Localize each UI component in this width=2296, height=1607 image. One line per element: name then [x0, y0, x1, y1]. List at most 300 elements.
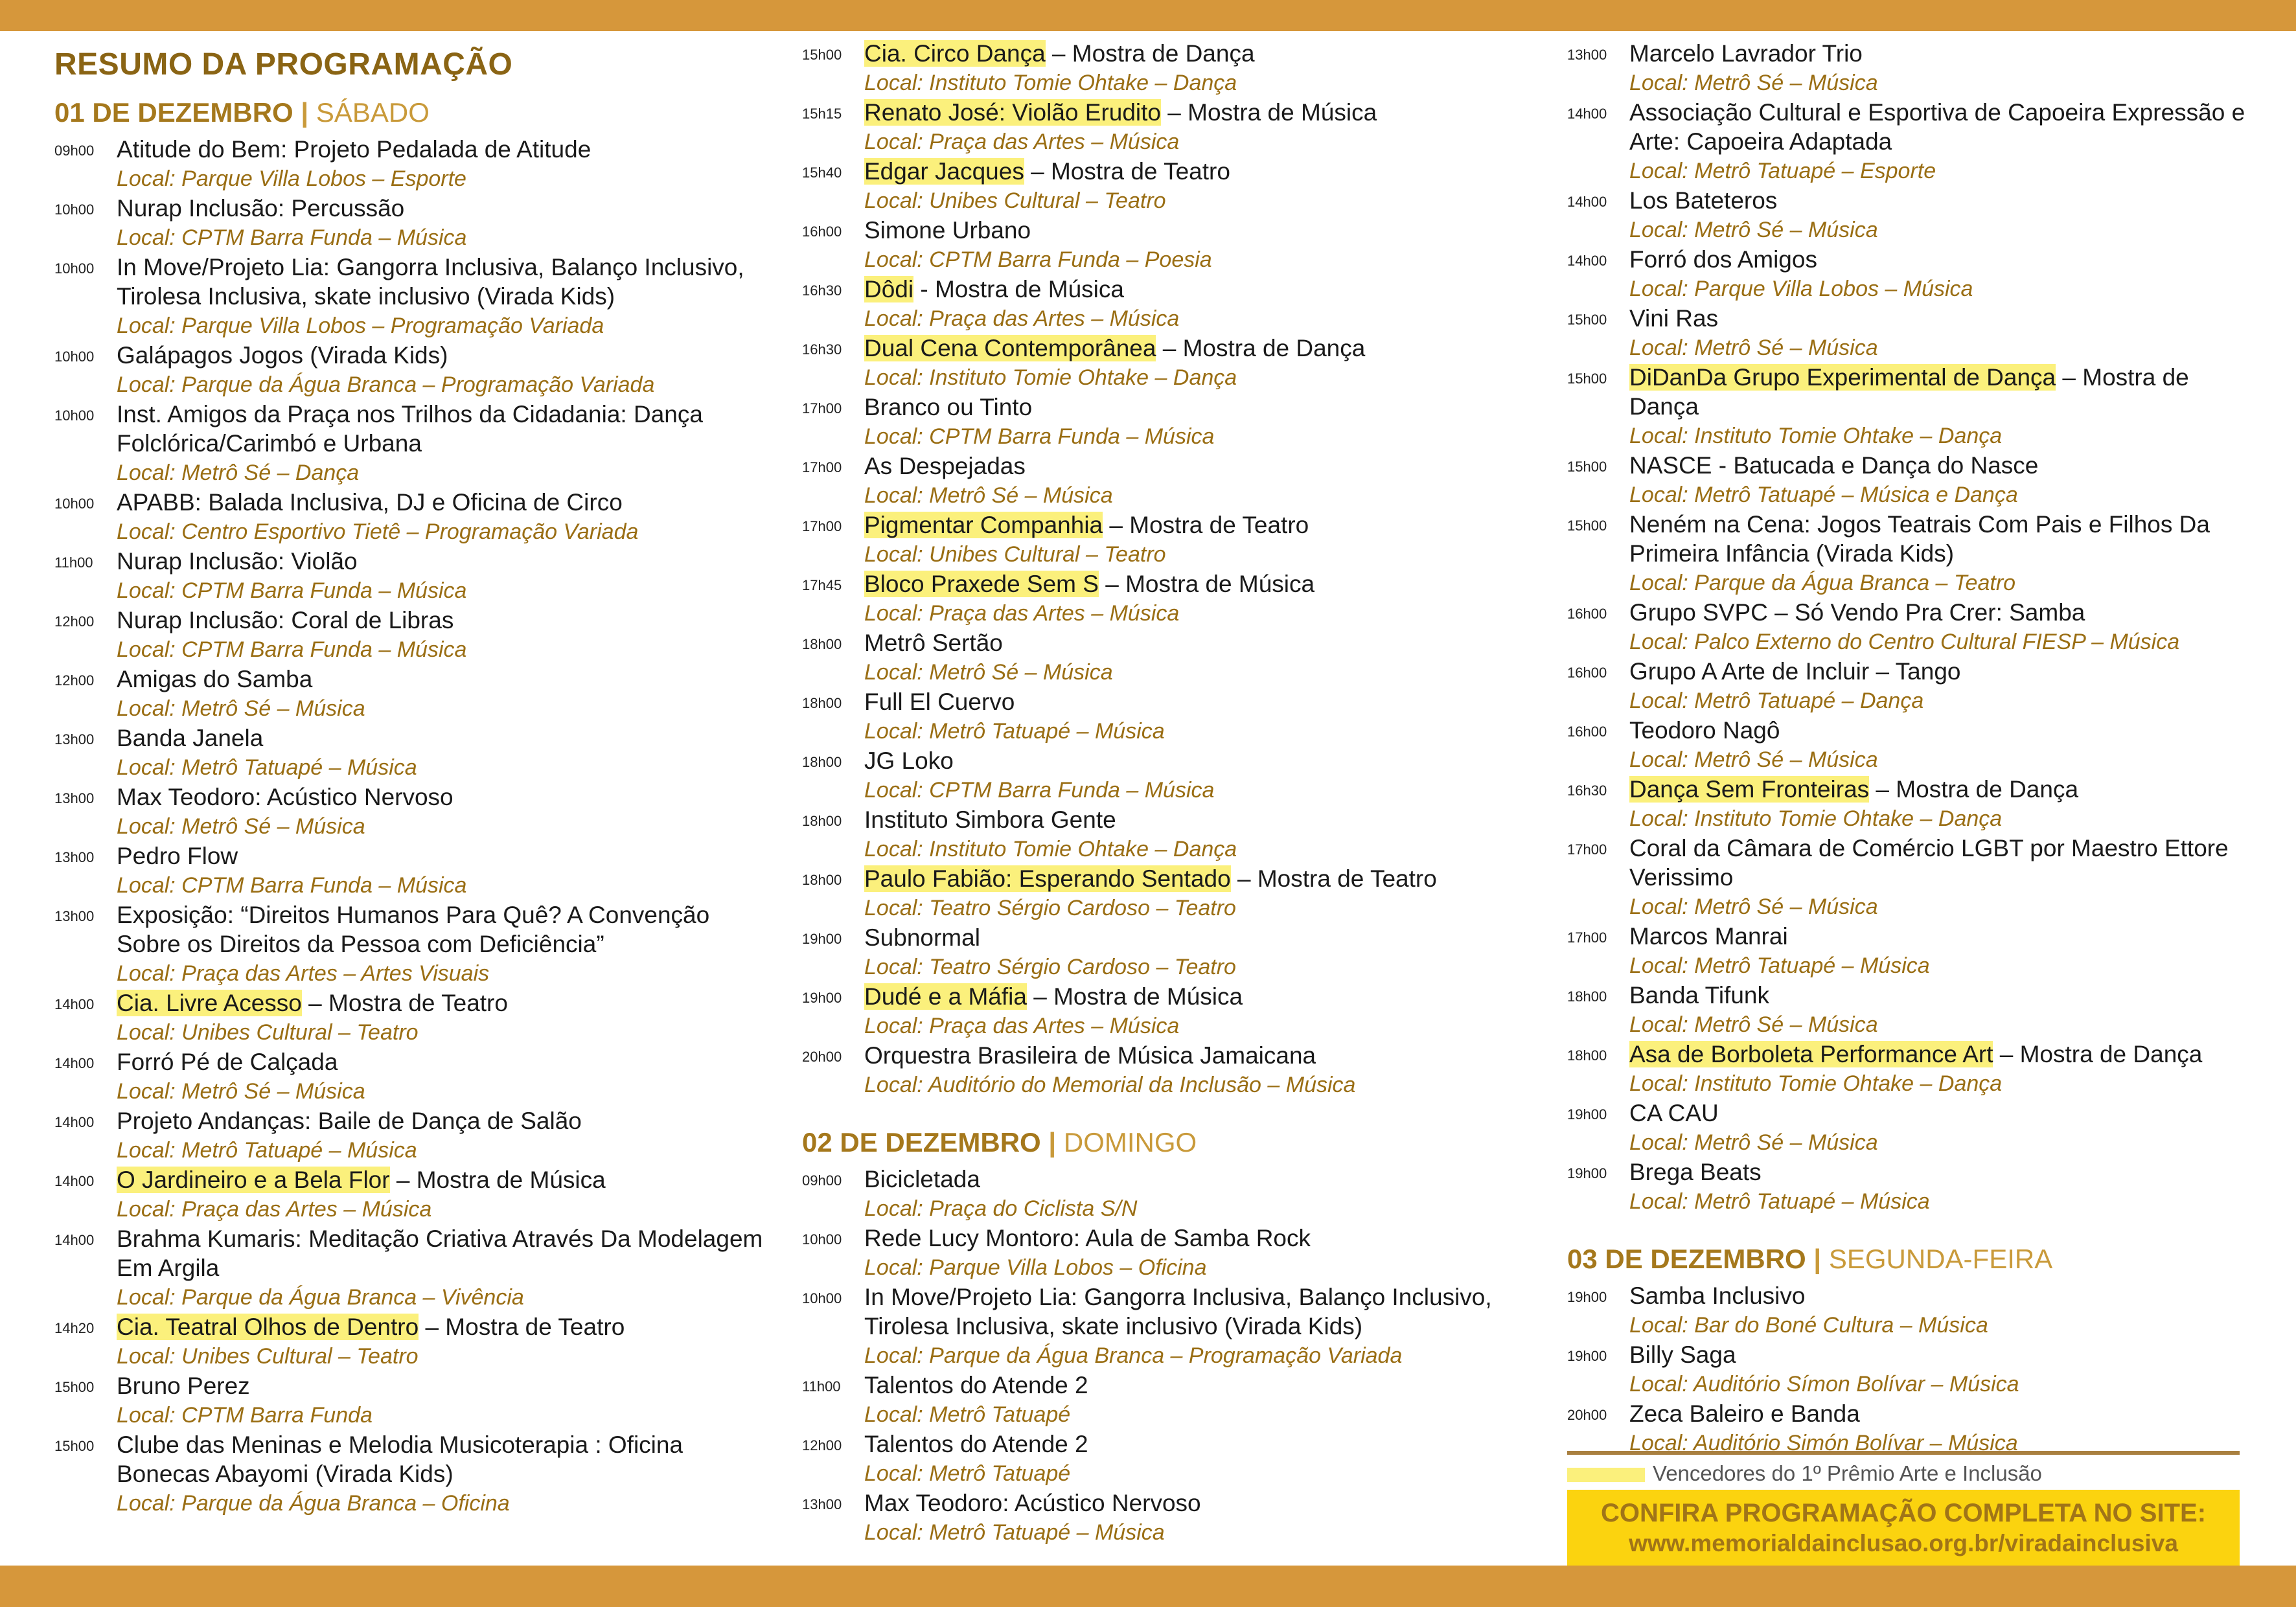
- award-winner-highlight: Dual Cena Contemporânea: [864, 335, 1156, 361]
- event-time: 16h30: [1567, 782, 1607, 799]
- event-title: [864, 746, 1534, 775]
- event-location: Local: Centro Esportivo Tietê – Programação Variada: [117, 519, 639, 544]
- award-winner-highlight: Dôdi: [864, 276, 914, 302]
- event-item: [802, 1165, 1534, 1224]
- event-title: [117, 1224, 767, 1282]
- event-time: 19h00: [1567, 1106, 1607, 1123]
- event-title: [864, 393, 1534, 422]
- event-location: Local: Unibes Cultural – Teatro: [117, 1344, 419, 1369]
- event-location: Local: Parque da Água Branca – Programação Variada: [864, 1343, 1403, 1368]
- event-title: [864, 275, 1534, 304]
- column-1: [54, 39, 767, 1518]
- event-title: [1629, 716, 2254, 745]
- event-item: [54, 400, 767, 488]
- event-location: Local: CPTM Barra Funda – Música: [117, 637, 467, 662]
- event-time: 10h00: [802, 1290, 842, 1306]
- event-item: [802, 805, 1534, 864]
- event-name: - Mostra de Música: [913, 276, 1124, 302]
- event-item: [54, 194, 767, 253]
- event-title: [117, 606, 767, 635]
- event-name: – Mostra de Dança: [1045, 40, 1255, 67]
- event-name: Samba Inclusivo: [1629, 1282, 1806, 1309]
- award-winner-highlight: O Jardineiro e a Bela Flor: [117, 1167, 390, 1193]
- event-title: [864, 805, 1534, 834]
- event-time: 18h00: [1567, 1047, 1607, 1064]
- day-weekday: DOMINGO: [1063, 1127, 1197, 1157]
- event-item: [802, 1488, 1534, 1547]
- award-winner-highlight: Pigmentar Companhia: [864, 512, 1103, 538]
- event-title: [1629, 1399, 2254, 1428]
- event-name: Forró Pé de Calçada: [117, 1049, 338, 1075]
- event-time: 17h00: [1567, 929, 1607, 946]
- event-item: [54, 900, 767, 988]
- event-location: Local: Metrô Sé – Música: [864, 483, 1113, 508]
- column-2: [802, 39, 1534, 1547]
- event-title: [117, 900, 767, 959]
- event-title: [864, 1041, 1534, 1070]
- column-2-list: [802, 39, 1534, 1547]
- event-item: [1567, 1157, 2254, 1216]
- event-title: [117, 782, 767, 812]
- event-item: [1567, 657, 2254, 716]
- event-location: Local: Bar do Boné Cultura – Música: [1629, 1313, 1988, 1338]
- event-title: [1629, 245, 2254, 274]
- event-location: Local: Unibes Cultural – Teatro: [864, 188, 1166, 213]
- event-name: JG Loko: [864, 747, 954, 774]
- event-time: 10h00: [54, 407, 95, 424]
- event-location: Local: Auditório do Memorial da Inclusão – Música: [864, 1073, 1356, 1097]
- event-title: [864, 157, 1534, 186]
- event-name: Nurap Inclusão: Coral de Libras: [117, 607, 454, 633]
- event-name: – Mostra de Dança: [1869, 776, 2079, 803]
- event-title: [864, 864, 1534, 893]
- event-item: [54, 1371, 767, 1430]
- bottom-band: [0, 1566, 2296, 1607]
- event-name: Clube das Meninas e Melodia Musicoterapia : Oficina Bonecas Abayomi (Virada Kids): [117, 1431, 683, 1487]
- event-time: 13h00: [54, 849, 95, 865]
- event-item: [54, 547, 767, 606]
- event-item: [802, 1430, 1534, 1488]
- event-time: 15h40: [802, 165, 842, 181]
- event-time: 12h00: [54, 672, 95, 689]
- event-name: – Mostra de Teatro: [1103, 512, 1309, 538]
- event-location: Local: Metrô Sé – Música: [1629, 1130, 1878, 1155]
- event-name: Brega Beats: [1629, 1159, 1762, 1185]
- event-title: [117, 1312, 767, 1341]
- event-time: 19h00: [802, 931, 842, 947]
- event-title: [864, 334, 1534, 363]
- event-name: – Mostra de Teatro: [1230, 865, 1437, 892]
- event-title: [864, 98, 1534, 127]
- event-title: [1629, 510, 2254, 568]
- event-time: 18h00: [1567, 988, 1607, 1005]
- event-name: – Mostra de Teatro: [1024, 158, 1230, 185]
- event-time: 18h00: [802, 813, 842, 829]
- event-location: Local: Praça das Artes – Artes Visuais: [117, 961, 490, 986]
- event-name: Neném na Cena: Jogos Teatrais Com Pais e Filhos Da Primeira Infância (Virada Kids): [1629, 511, 2210, 567]
- event-name: Simone Urbano: [864, 217, 1031, 244]
- event-time: 20h00: [1567, 1407, 1607, 1423]
- event-title: [864, 1165, 1534, 1194]
- event-name: Orquestra Brasileira de Música Jamaicana: [864, 1042, 1316, 1069]
- event-item: [54, 1165, 767, 1224]
- event-name: – Mostra de Dança: [1629, 364, 2189, 420]
- event-name: Nurap Inclusão: Percussão: [117, 195, 405, 222]
- event-name: Marcos Manrai: [1629, 923, 1788, 950]
- event-title: [117, 1047, 767, 1077]
- event-location: Local: Instituto Tomie Ohtake – Dança: [864, 837, 1237, 861]
- event-location: Local: CPTM Barra Funda – Música: [117, 578, 467, 603]
- event-name: Max Teodoro: Acústico Nervoso: [864, 1490, 1201, 1516]
- event-time: 16h30: [802, 282, 842, 299]
- event-item: [54, 253, 767, 341]
- event-title: [117, 665, 767, 694]
- event-location: Local: Instituto Tomie Ohtake – Dança: [864, 365, 1237, 390]
- event-item: [54, 135, 767, 194]
- event-time: 16h00: [1567, 606, 1607, 622]
- event-name: Max Teodoro: Acústico Nervoso: [117, 784, 453, 810]
- event-time: 15h00: [1567, 518, 1607, 534]
- day-heading: [54, 91, 767, 135]
- event-title: [864, 569, 1534, 598]
- event-name: Associação Cultural e Esportiva de Capoeira Expressão e Arte: Capoeira Adaptada: [1629, 99, 2245, 155]
- event-name: – Mostra de Música: [1161, 99, 1377, 126]
- event-location: Local: Metrô Tatuapé: [864, 1461, 1071, 1486]
- event-time: 11h00: [54, 554, 93, 571]
- event-time: 10h00: [54, 260, 95, 277]
- event-time: 15h00: [1567, 370, 1607, 387]
- event-location: Local: Parque da Água Branca – Oficina: [117, 1491, 510, 1516]
- event-title: [117, 988, 767, 1018]
- event-item: [802, 1371, 1534, 1430]
- event-location: Local: Parque Villa Lobos – Programação Variada: [117, 313, 604, 338]
- event-location: Local: CPTM Barra Funda – Música: [864, 424, 1215, 449]
- event-time: 19h00: [802, 990, 842, 1006]
- event-location: Local: Metrô Sé – Música: [1629, 71, 1878, 95]
- event-title: [1629, 834, 2254, 892]
- event-item: [802, 1224, 1534, 1282]
- event-time: 12h00: [802, 1437, 842, 1453]
- event-location: Local: Metrô Sé – Música: [1629, 218, 1878, 242]
- event-location: Local: Praça das Artes – Música: [864, 601, 1180, 626]
- event-time: 15h00: [54, 1379, 95, 1395]
- event-time: 14h00: [54, 1055, 95, 1071]
- day-weekday: SÁBADO: [316, 97, 430, 128]
- event-title: [864, 1282, 1534, 1341]
- event-item: [1567, 245, 2254, 304]
- event-name: – Mostra de Teatro: [301, 990, 508, 1016]
- event-location: Local: CPTM Barra Funda – Música: [864, 778, 1215, 803]
- event-title: [864, 1371, 1534, 1400]
- event-time: 14h00: [54, 1114, 95, 1130]
- event-location: Local: Metrô Sé – Música: [864, 660, 1113, 685]
- event-item: [1567, 39, 2254, 98]
- event-location: Local: Metrô Sé – Música: [1629, 895, 1878, 919]
- event-location: Local: Metrô Tatuapé – Música: [1629, 953, 1930, 978]
- event-name: As Despejadas: [864, 453, 1026, 479]
- event-location: Local: Metrô Tatuapé – Música: [864, 719, 1165, 744]
- top-band: [0, 0, 2296, 31]
- event-time: 13h00: [54, 908, 95, 924]
- day-separator: |: [1813, 1244, 1822, 1274]
- event-item: [802, 98, 1534, 157]
- event-item: [802, 216, 1534, 275]
- award-winner-highlight: DiDanDa Grupo Experimental de Dança: [1629, 364, 2056, 391]
- event-name: – Mostra de Teatro: [419, 1314, 625, 1340]
- event-time: 12h00: [54, 613, 95, 630]
- event-title: [1629, 1040, 2254, 1069]
- event-title: [864, 451, 1534, 481]
- day-date: 03 DE DEZEMBRO: [1567, 1244, 1806, 1274]
- event-time: 18h00: [802, 695, 842, 711]
- event-name: Los Bateteros: [1629, 187, 1778, 214]
- event-name: – Mostra de Música: [1026, 983, 1243, 1010]
- event-name: Rede Lucy Montoro: Aula de Samba Rock: [864, 1225, 1311, 1251]
- event-time: 16h00: [1567, 724, 1607, 740]
- event-name: Inst. Amigos da Praça nos Trilhos da Cidadania: Dança Folclórica/Carimbó e Urbana: [117, 401, 703, 457]
- event-location: Local: Metrô Tatuapé – Música: [117, 755, 417, 780]
- event-item: [54, 1430, 767, 1518]
- event-title: [117, 724, 767, 753]
- event-location: Local: Parque da Água Branca – Teatro: [1629, 571, 2016, 595]
- event-name: NASCE - Batucada e Dança do Nasce: [1629, 452, 2039, 479]
- event-title: [117, 400, 767, 458]
- event-name: Metrô Sertão: [864, 630, 1003, 656]
- legend-swatch: [1567, 1468, 1645, 1482]
- day-heading: [1567, 1237, 2254, 1281]
- event-location: Local: Metrô Tatuapé – Dança: [1629, 689, 1924, 713]
- event-title: [864, 982, 1534, 1011]
- event-name: CA CAU: [1629, 1100, 1719, 1126]
- event-title: [864, 39, 1534, 68]
- event-time: 16h00: [802, 223, 842, 240]
- event-time: 10h00: [54, 201, 95, 218]
- event-location: Local: Metrô Sé – Música: [1629, 1012, 1878, 1037]
- event-location: Local: Unibes Cultural – Teatro: [117, 1020, 419, 1045]
- event-location: Local: Teatro Sérgio Cardoso – Teatro: [864, 896, 1236, 920]
- event-title: [1629, 1340, 2254, 1369]
- event-location: Local: Parque da Água Branca – Vivência: [117, 1285, 524, 1310]
- event-time: 18h00: [802, 636, 842, 652]
- event-item: [802, 923, 1534, 982]
- event-name: Talentos do Atende 2: [864, 1372, 1088, 1398]
- event-title: [1629, 598, 2254, 627]
- event-location: Local: Metrô Tatuapé – Música: [1629, 1189, 1930, 1214]
- event-title: [1629, 186, 2254, 215]
- event-item: [802, 569, 1534, 628]
- event-name: Subnormal: [864, 924, 980, 951]
- event-time: 13h00: [802, 1496, 842, 1512]
- event-location: Local: Instituto Tomie Ohtake – Dança: [1629, 424, 2003, 448]
- event-name: Forró dos Amigos: [1629, 246, 1817, 273]
- event-name: Grupo SVPC – Só Vendo Pra Crer: Samba: [1629, 599, 2085, 626]
- event-title: [1629, 775, 2254, 804]
- event-name: Nurap Inclusão: Violão: [117, 548, 358, 575]
- event-location: Local: Metrô Tatuapé: [864, 1402, 1071, 1427]
- event-location: Local: CPTM Barra Funda – Música: [117, 225, 467, 250]
- event-title: [1629, 451, 2254, 480]
- event-title: [117, 1430, 767, 1488]
- award-winner-highlight: Edgar Jacques: [864, 158, 1024, 185]
- event-location: Local: Teatro Sérgio Cardoso – Teatro: [864, 955, 1236, 979]
- event-item: [54, 1047, 767, 1106]
- day-separator: |: [1048, 1127, 1057, 1157]
- event-time: 14h00: [54, 1173, 95, 1189]
- event-name: Full El Cuervo: [864, 689, 1015, 715]
- event-location: Local: Praça do Ciclista S/N: [864, 1196, 1138, 1221]
- event-item: [1567, 451, 2254, 510]
- event-item: [1567, 775, 2254, 834]
- event-location: Local: Metrô Tatuapé – Música: [864, 1520, 1165, 1545]
- event-title: [1629, 39, 2254, 68]
- event-item: [54, 341, 767, 400]
- event-location: Local: Instituto Tomie Ohtake – Dança: [864, 71, 1237, 95]
- event-name: – Mostra de Música: [1098, 571, 1315, 597]
- event-item: [802, 157, 1534, 216]
- event-time: 18h00: [802, 872, 842, 888]
- event-name: Vini Ras: [1629, 305, 1719, 332]
- event-title: [864, 510, 1534, 540]
- event-time: 17h00: [1567, 841, 1607, 858]
- event-name: APABB: Balada Inclusiva, DJ e Oficina de Circo: [117, 489, 623, 516]
- event-time: 17h00: [802, 518, 842, 534]
- event-title: [1629, 1281, 2254, 1310]
- event-name: Projeto Andanças: Baile de Dança de Salão: [117, 1108, 582, 1134]
- event-location: Local: Parque Villa Lobos – Música: [1629, 277, 1973, 301]
- day-heading: [802, 1121, 1534, 1165]
- event-item: [1567, 1281, 2254, 1340]
- event-location: Local: Palco Externo do Centro Cultural FIESP – Música: [1629, 630, 2180, 654]
- event-time: 13h00: [54, 790, 95, 806]
- event-item: [1567, 922, 2254, 981]
- event-title: [117, 253, 767, 311]
- event-title: [1629, 304, 2254, 333]
- cta-url[interactable]: www.memorialdainclusao.org.br/viradainclusiva: [1629, 1530, 2178, 1556]
- legend: [1567, 1451, 2240, 1486]
- event-time: 15h00: [54, 1438, 95, 1454]
- event-time: 09h00: [802, 1172, 842, 1189]
- event-item: [54, 606, 767, 665]
- event-location: Local: Parque Villa Lobos – Oficina: [864, 1255, 1207, 1280]
- event-time: 19h00: [1567, 1289, 1607, 1305]
- event-name: Zeca Baleiro e Banda: [1629, 1400, 1860, 1427]
- event-item: [1567, 834, 2254, 922]
- event-item: [802, 393, 1534, 451]
- event-item: [802, 687, 1534, 746]
- event-item: [802, 746, 1534, 805]
- event-name: Coral da Câmara de Comércio LGBT por Maestro Ettore Verissimo: [1629, 835, 2229, 891]
- event-time: 13h00: [1567, 47, 1607, 63]
- event-item: [802, 982, 1534, 1041]
- event-time: 17h00: [802, 400, 842, 416]
- event-name: Galápagos Jogos (Virada Kids): [117, 342, 448, 369]
- page-title: RESUMO DA PROGRAMAÇÃO: [54, 47, 513, 82]
- event-title: [864, 628, 1534, 657]
- event-item: [802, 1282, 1534, 1371]
- event-item: [54, 1312, 767, 1371]
- event-item: [54, 665, 767, 724]
- event-name: – Mostra de Dança: [1993, 1041, 2203, 1067]
- event-name: Grupo A Arte de Incluir – Tango: [1629, 658, 1961, 685]
- event-item: [802, 510, 1534, 569]
- award-winner-highlight: Cia. Circo Dança: [864, 40, 1046, 67]
- event-item: [1567, 1040, 2254, 1099]
- event-name: Amigas do Samba: [117, 666, 313, 692]
- event-name: Exposição: “Direitos Humanos Para Quê? A Convenção Sobre os Direitos da Pessoa com Deficiência”: [117, 902, 710, 957]
- legend-text: Vencedores do 1º Prêmio Arte e Inclusão: [1653, 1461, 2042, 1485]
- event-time: 15h00: [1567, 459, 1607, 475]
- event-title: [117, 1371, 767, 1400]
- award-winner-highlight: Cia. Teatral Olhos de Dentro: [117, 1314, 419, 1340]
- event-time: 17h45: [802, 577, 842, 593]
- event-item: [54, 988, 767, 1047]
- event-title: [117, 194, 767, 223]
- event-title: [1629, 363, 2254, 421]
- event-location: Local: CPTM Barra Funda – Poesia: [864, 247, 1212, 272]
- event-name: In Move/Projeto Lia: Gangorra Inclusiva, Balanço Inclusivo, Tirolesa Inclusiva, skate inclusivo (Virada Kids): [864, 1284, 1492, 1339]
- event-time: 19h00: [1567, 1165, 1607, 1181]
- event-title: [864, 1224, 1534, 1253]
- award-winner-highlight: Renato José: Violão Erudito: [864, 99, 1162, 126]
- event-name: Marcelo Lavrador Trio: [1629, 40, 1863, 67]
- event-item: [802, 864, 1534, 923]
- event-item: [54, 841, 767, 900]
- event-item: [802, 1041, 1534, 1100]
- event-time: 11h00: [802, 1378, 841, 1395]
- event-time: 09h00: [54, 142, 95, 159]
- award-winner-highlight: Paulo Fabião: Esperando Sentado: [864, 865, 1231, 892]
- event-location: Local: Metrô Tatuapé – Música e Dança: [1629, 483, 2018, 507]
- event-location: Local: CPTM Barra Funda: [117, 1403, 373, 1428]
- cta-heading: CONFIRA PROGRAMAÇÃO COMPLETA NO SITE:: [1600, 1499, 2207, 1527]
- event-item: [802, 628, 1534, 687]
- event-location: Local: Praça das Artes – Música: [864, 306, 1180, 331]
- event-time: 14h00: [54, 996, 95, 1012]
- event-item: [1567, 510, 2254, 598]
- event-title: [117, 135, 767, 164]
- event-name: In Move/Projeto Lia: Gangorra Inclusiva, Balanço Inclusivo, Tirolesa Inclusiva, skate inclusivo (Virada Kids): [117, 254, 744, 310]
- event-item: [802, 275, 1534, 334]
- event-time: 18h00: [802, 754, 842, 770]
- event-item: [54, 1224, 767, 1312]
- event-location: Local: Auditório Símon Bolívar – Música: [1629, 1372, 2019, 1396]
- event-name: Bruno Perez: [117, 1373, 250, 1399]
- event-time: 20h00: [802, 1049, 842, 1065]
- event-name: Banda Tifunk: [1629, 982, 1769, 1009]
- event-item: [1567, 98, 2254, 186]
- award-winner-highlight: Dança Sem Fronteiras: [1629, 776, 1870, 803]
- event-item: [802, 39, 1534, 98]
- event-item: [1567, 1340, 2254, 1399]
- event-title: [1629, 657, 2254, 686]
- event-location: Local: Instituto Tomie Ohtake – Dança: [1629, 1071, 2003, 1096]
- event-name: Billy Saga: [1629, 1341, 1736, 1368]
- event-name: Banda Janela: [117, 725, 264, 751]
- event-item: [1567, 598, 2254, 657]
- column-3: [1567, 39, 2254, 1458]
- event-item: [1567, 1399, 2254, 1458]
- day-date: 02 DE DEZEMBRO: [802, 1127, 1041, 1157]
- event-time: 16h00: [1567, 665, 1607, 681]
- event-time: 19h00: [1567, 1348, 1607, 1364]
- event-time: 15h00: [802, 47, 842, 63]
- event-item: [54, 782, 767, 841]
- event-time: 14h00: [1567, 253, 1607, 269]
- event-name: Pedro Flow: [117, 843, 238, 869]
- award-winner-highlight: Cia. Livre Acesso: [117, 990, 302, 1016]
- event-location: Local: Metrô Sé – Música: [117, 696, 365, 721]
- event-location: Local: Parque Villa Lobos – Esporte: [117, 166, 466, 191]
